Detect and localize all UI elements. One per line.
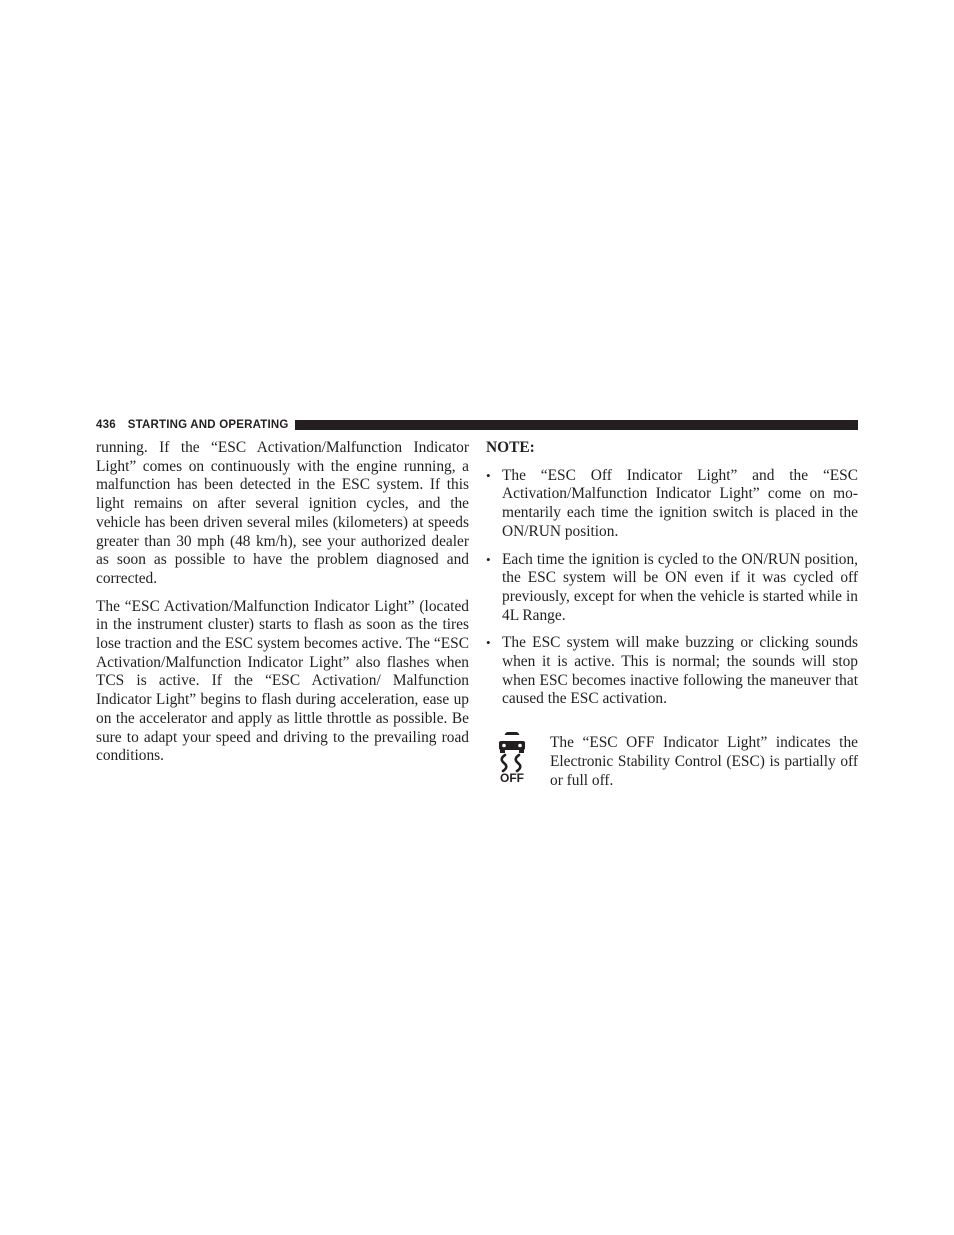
- esc-off-indicator-description: [486, 734, 858, 790]
- header-rule: [295, 420, 858, 430]
- bullet-text: The ESC system will make buzzing or clicking sounds when it is active. This is normal; the sounds will stop when ESC becomes inactive following the maneuver that caused the ESC activation.: [502, 634, 858, 708]
- note-label: NOTE:: [486, 439, 535, 456]
- bullet-icon: •: [486, 551, 491, 567]
- right-column: [486, 439, 858, 790]
- page-header: [96, 417, 858, 433]
- esc-off-icon-label: OFF: [500, 771, 524, 785]
- bullet-text: Each time the ignition is cycled to the ON/RUN position, the ESC system will be ON even if it was cycled off previously, except for when the vehicle is started while in 4L Range.: [502, 550, 858, 624]
- paragraph-esc-flashing: The “ESC Activation/Malfunction Indicator Light” (located in the instrument cluster) starts to flash as soon as the tires lose traction and the ESC system becomes active. The “ESC Activation/Malfunction Indicator Light” also flashes when TCS is active. If the “ESC Activation/ Malfunction Indicator Light” begins to flash during acceleration, ease up on the accelerator and apply as little throttle as possible. Be sure to adapt your speed and driving to the prevailing road conditions.: [96, 597, 469, 765]
- section-title: STARTING AND OPERATING: [127, 419, 289, 431]
- list-item: [486, 467, 858, 542]
- bullet-text: The “ESC Off Indicator Light” and the “ESC Activation/Malfunction Indicator Light” come on momentarily each time the ignition switch is placed in the ON/RUN position.: [502, 466, 858, 540]
- page-number: 436: [96, 419, 116, 431]
- bullet-icon: •: [486, 467, 491, 483]
- esc-off-indicator-text: The “ESC OFF Indicator Light” indicates the Electronic Stability Control (ESC) is partially off or full off.: [550, 734, 858, 789]
- note-bullet-list: [486, 467, 858, 709]
- esc-off-icon: [486, 728, 538, 784]
- left-column: [96, 439, 469, 775]
- list-item: [486, 634, 858, 709]
- paragraph-esc-malfunction: running. If the “ESC Activation/Malfunction Indicator Light” comes on continuously with the engine running, a malfunction has been detected in the ESC system. If this light remains on after several ignition cycles, and the vehicle has been driven several miles (kilometers) at speeds greater than 30 mph (48 km/h), see your authorized dealer as soon as possible to have the problem diagnosed and corrected.: [96, 439, 469, 587]
- list-item: [486, 551, 858, 626]
- bullet-icon: •: [486, 635, 491, 651]
